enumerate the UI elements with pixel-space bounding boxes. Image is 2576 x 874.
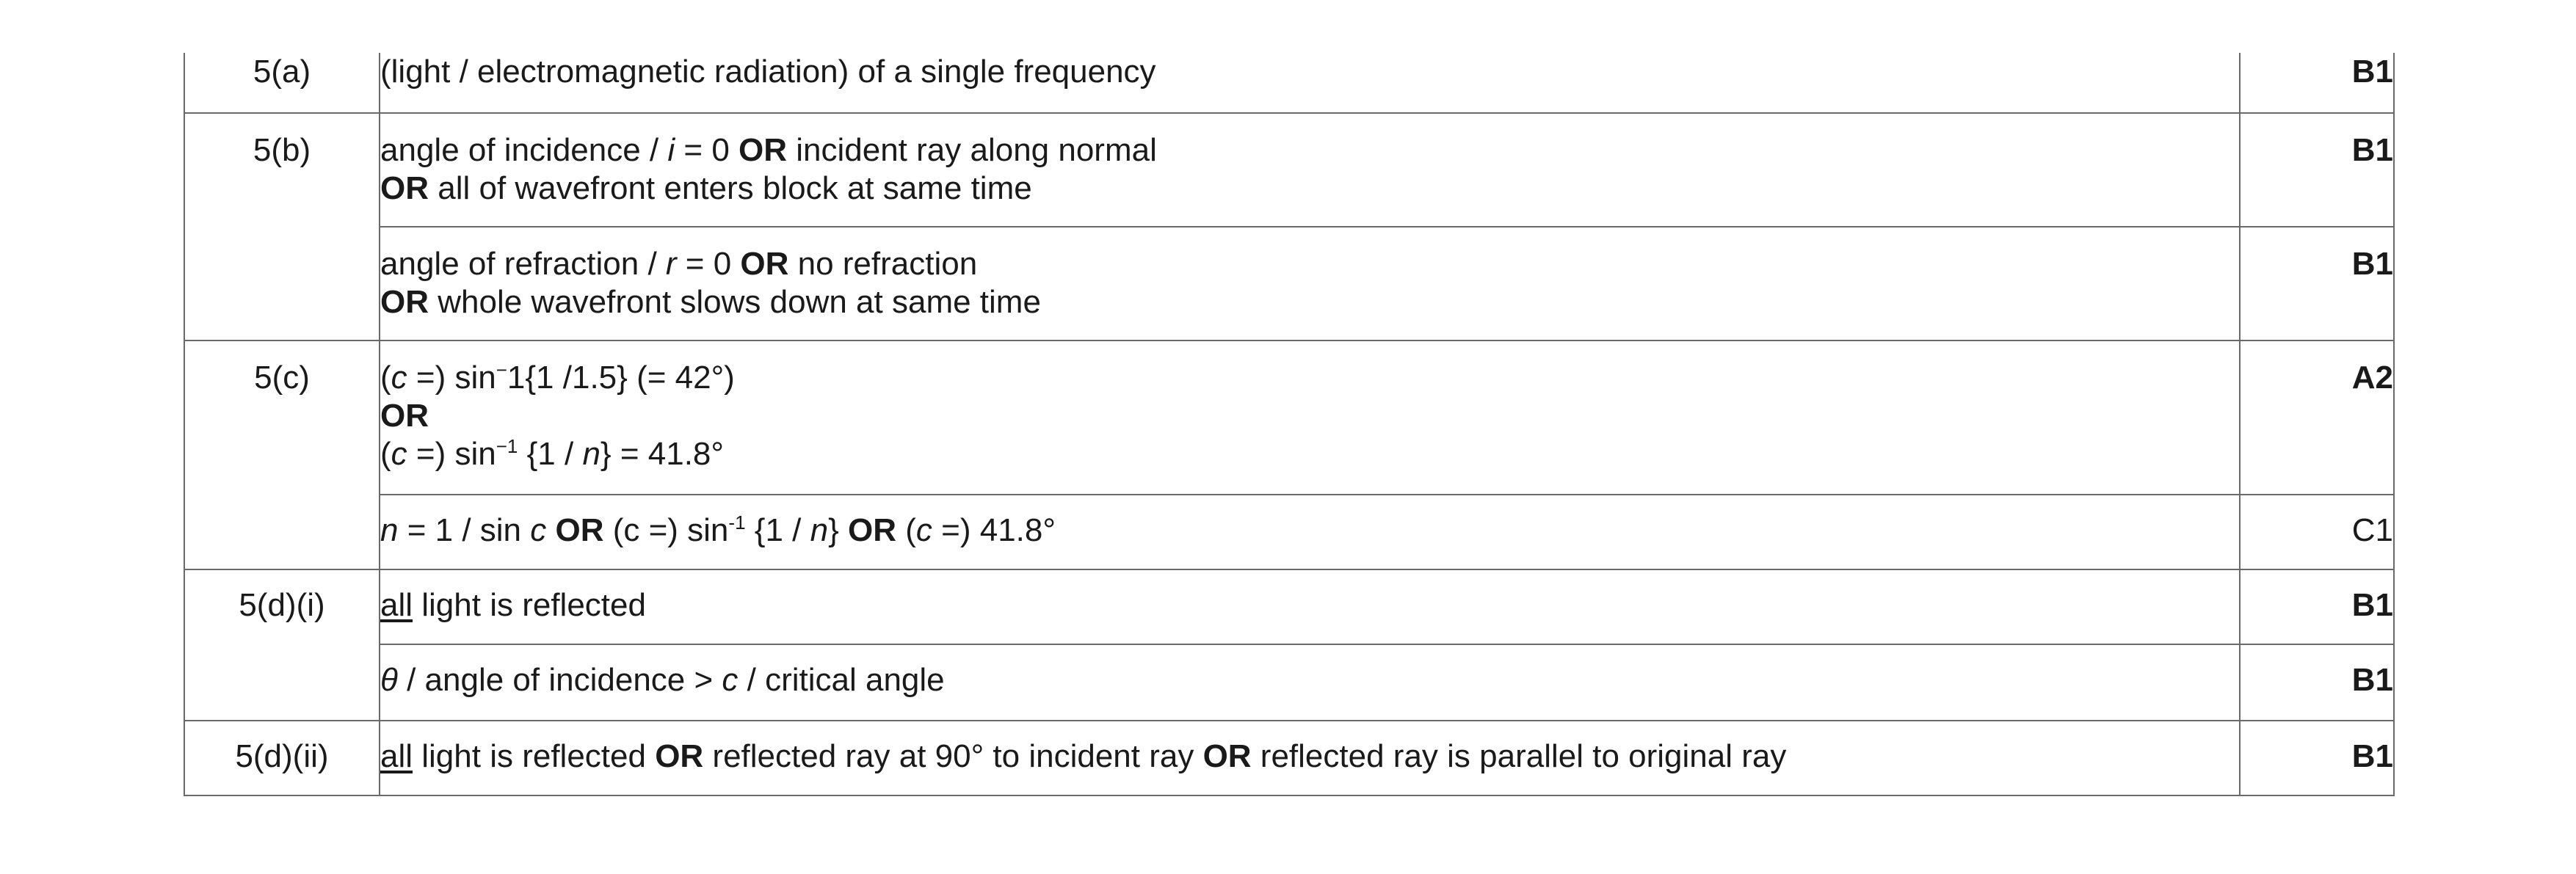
mark-code: C1 — [2240, 495, 2394, 569]
mark-code: B1 — [2240, 53, 2394, 113]
mark-code: B1 — [2240, 569, 2394, 644]
table-row — [184, 53, 2394, 113]
answer-text: (light / electromagnetic radiation) of a single frequency — [380, 53, 2240, 113]
mark-scheme-table — [184, 53, 2395, 796]
answer-text: all light is reflected OR reflected ray at 90° to incident ray OR reflected ray is parallel to original ray — [380, 721, 2240, 795]
question-number: 5(d)(ii) — [184, 721, 380, 795]
table-row — [184, 495, 2394, 569]
answer-text: θ / angle of incidence > c / critical angle — [380, 644, 2240, 721]
question-number: 5(c) — [184, 341, 380, 569]
mark-code: B1 — [2240, 721, 2394, 795]
table-row — [184, 721, 2394, 795]
mark-code: A2 — [2240, 341, 2394, 495]
question-number: 5(d)(i) — [184, 569, 380, 721]
table-row — [184, 113, 2394, 227]
table-row — [184, 644, 2394, 721]
question-number: 5(b) — [184, 113, 380, 341]
answer-text: angle of incidence / i = 0 OR incident ray along normal OR all of wavefront enters block at same time — [380, 113, 2240, 227]
table-row — [184, 227, 2394, 341]
table-row — [184, 569, 2394, 644]
answer-text: angle of refraction / r = 0 OR no refraction OR whole wavefront slows down at same time — [380, 227, 2240, 341]
question-number: 5(a) — [184, 53, 380, 113]
answer-text: (c =) sin−1{1 /1.5} (= 42°) OR (c =) $\sin^{-1} \{1 / n\} = 41.8^\circ$ — [380, 341, 2240, 495]
answer-text: n = 1 / sin c OR (c =) $\sin^{-1} \{1 / n\}$ OR (c =) 41.8° — [380, 495, 2240, 569]
mark-code: B1 — [2240, 227, 2394, 341]
mark-code: B1 — [2240, 644, 2394, 721]
table-row — [184, 341, 2394, 495]
answer-text: all light is reflected — [380, 569, 2240, 644]
mark-code: B1 — [2240, 113, 2394, 227]
